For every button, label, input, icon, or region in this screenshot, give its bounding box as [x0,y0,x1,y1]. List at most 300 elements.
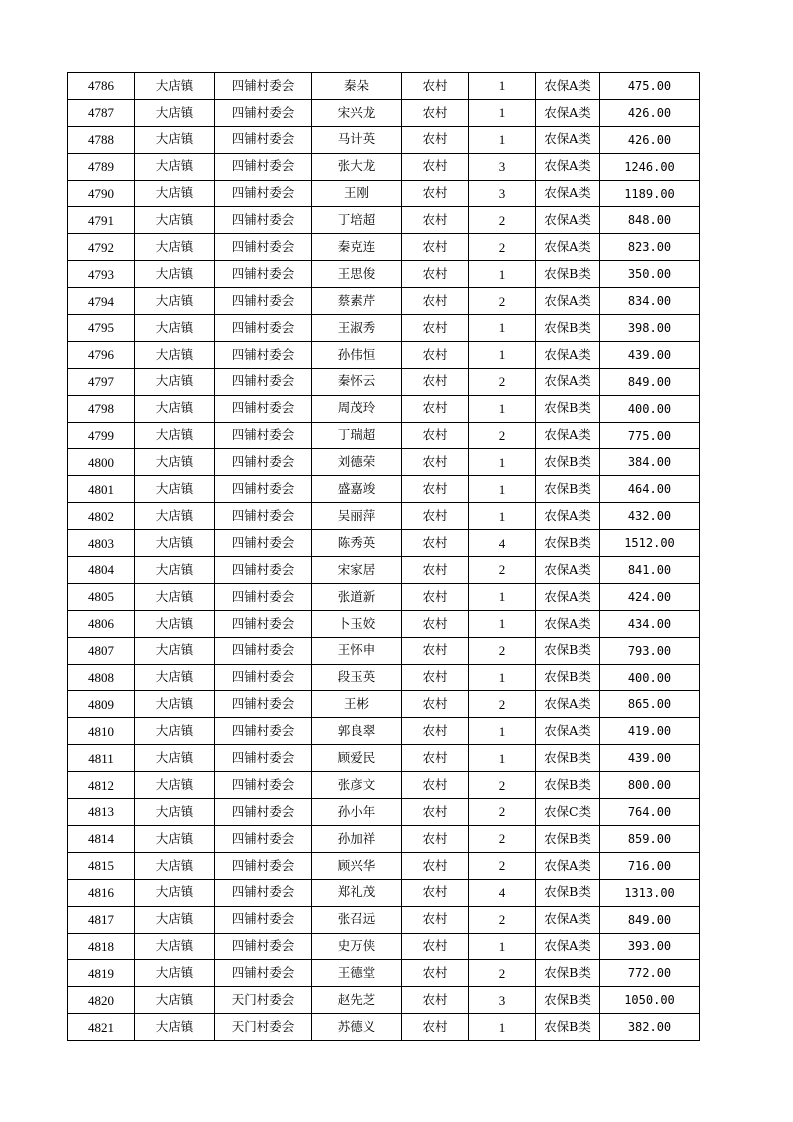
village-committee-cell: 四铺村委会 [215,315,312,342]
table-body [68,73,700,1041]
serial-number-cell: 4798 [68,395,135,422]
village-committee-cell: 四铺村委会 [215,126,312,153]
household-type-cell: 农村 [402,368,469,395]
household-type-cell: 农村 [402,987,469,1014]
member-count-cell: 2 [469,368,536,395]
serial-number-cell: 4788 [68,126,135,153]
name-cell: 孙伟恒 [312,341,402,368]
household-type-cell: 农村 [402,261,469,288]
table-row [68,772,700,799]
table-row [68,126,700,153]
category-cell: 农保B类 [536,960,600,987]
town-cell: 大店镇 [135,933,215,960]
category-cell: 农保A类 [536,288,600,315]
category-cell: 农保B类 [536,637,600,664]
village-committee-cell: 四铺村委会 [215,234,312,261]
town-cell: 大店镇 [135,99,215,126]
table-row [68,180,700,207]
member-count-cell: 1 [469,745,536,772]
household-type-cell: 农村 [402,772,469,799]
serial-number-cell: 4809 [68,691,135,718]
category-cell: 农保B类 [536,449,600,476]
amount-cell: 475.00 [600,73,700,100]
member-count-cell: 4 [469,879,536,906]
serial-number-cell: 4792 [68,234,135,261]
serial-number-cell: 4799 [68,422,135,449]
name-cell: 马计英 [312,126,402,153]
name-cell: 史万侠 [312,933,402,960]
member-count-cell: 2 [469,852,536,879]
village-committee-cell: 四铺村委会 [215,557,312,584]
table-row [68,153,700,180]
town-cell: 大店镇 [135,207,215,234]
town-cell: 大店镇 [135,395,215,422]
amount-cell: 464.00 [600,476,700,503]
category-cell: 农保B类 [536,879,600,906]
serial-number-cell: 4797 [68,368,135,395]
village-committee-cell: 四铺村委会 [215,879,312,906]
village-committee-cell: 四铺村委会 [215,476,312,503]
amount-cell: 419.00 [600,718,700,745]
household-type-cell: 农村 [402,879,469,906]
household-type-cell: 农村 [402,395,469,422]
town-cell: 大店镇 [135,315,215,342]
town-cell: 大店镇 [135,261,215,288]
village-committee-cell: 四铺村委会 [215,960,312,987]
serial-number-cell: 4808 [68,664,135,691]
town-cell: 大店镇 [135,153,215,180]
table-row [68,691,700,718]
serial-number-cell: 4791 [68,207,135,234]
member-count-cell: 2 [469,422,536,449]
table-row [68,288,700,315]
serial-number-cell: 4804 [68,557,135,584]
household-type-cell: 农村 [402,99,469,126]
serial-number-cell: 4805 [68,583,135,610]
serial-number-cell: 4800 [68,449,135,476]
household-type-cell: 农村 [402,503,469,530]
serial-number-cell: 4819 [68,960,135,987]
table-row [68,341,700,368]
serial-number-cell: 4803 [68,530,135,557]
amount-cell: 1246.00 [600,153,700,180]
household-type-cell: 农村 [402,1014,469,1041]
category-cell: 农保B类 [536,530,600,557]
amount-cell: 350.00 [600,261,700,288]
town-cell: 大店镇 [135,126,215,153]
name-cell: 赵先芝 [312,987,402,1014]
member-count-cell: 1 [469,449,536,476]
category-cell: 农保C类 [536,799,600,826]
category-cell: 农保A类 [536,99,600,126]
table-row [68,234,700,261]
amount-cell: 772.00 [600,960,700,987]
member-count-cell: 2 [469,906,536,933]
town-cell: 大店镇 [135,852,215,879]
category-cell: 农保B类 [536,261,600,288]
household-type-cell: 农村 [402,234,469,261]
household-type-cell: 农村 [402,745,469,772]
town-cell: 大店镇 [135,180,215,207]
serial-number-cell: 4812 [68,772,135,799]
town-cell: 大店镇 [135,368,215,395]
member-count-cell: 1 [469,73,536,100]
category-cell: 农保A类 [536,852,600,879]
village-committee-cell: 天门村委会 [215,1014,312,1041]
village-committee-cell: 四铺村委会 [215,530,312,557]
table-row [68,207,700,234]
household-type-cell: 农村 [402,799,469,826]
household-type-cell: 农村 [402,288,469,315]
name-cell: 蔡素芹 [312,288,402,315]
serial-number-cell: 4795 [68,315,135,342]
household-type-cell: 农村 [402,73,469,100]
table-row [68,799,700,826]
category-cell: 农保A类 [536,180,600,207]
amount-cell: 764.00 [600,799,700,826]
serial-number-cell: 4802 [68,503,135,530]
serial-number-cell: 4801 [68,476,135,503]
table-row [68,1014,700,1041]
category-cell: 农保A类 [536,557,600,584]
town-cell: 大店镇 [135,234,215,261]
relief-roster-table [67,72,700,1041]
member-count-cell: 3 [469,153,536,180]
village-committee-cell: 四铺村委会 [215,180,312,207]
name-cell: 顾爱民 [312,745,402,772]
household-type-cell: 农村 [402,315,469,342]
table-row [68,933,700,960]
name-cell: 陈秀英 [312,530,402,557]
household-type-cell: 农村 [402,530,469,557]
household-type-cell: 农村 [402,825,469,852]
amount-cell: 849.00 [600,368,700,395]
category-cell: 农保B类 [536,315,600,342]
name-cell: 宋家居 [312,557,402,584]
amount-cell: 426.00 [600,126,700,153]
town-cell: 大店镇 [135,799,215,826]
table-row [68,261,700,288]
village-committee-cell: 四铺村委会 [215,207,312,234]
town-cell: 大店镇 [135,341,215,368]
name-cell: 刘德荣 [312,449,402,476]
town-cell: 大店镇 [135,73,215,100]
name-cell: 张大龙 [312,153,402,180]
household-type-cell: 农村 [402,583,469,610]
category-cell: 农保B类 [536,476,600,503]
category-cell: 农保B类 [536,772,600,799]
category-cell: 农保A类 [536,933,600,960]
category-cell: 农保A类 [536,610,600,637]
village-committee-cell: 四铺村委会 [215,610,312,637]
category-cell: 农保A类 [536,73,600,100]
member-count-cell: 2 [469,825,536,852]
member-count-cell: 1 [469,261,536,288]
member-count-cell: 2 [469,772,536,799]
name-cell: 王淑秀 [312,315,402,342]
town-cell: 大店镇 [135,879,215,906]
name-cell: 张召远 [312,906,402,933]
member-count-cell: 2 [469,557,536,584]
village-committee-cell: 天门村委会 [215,987,312,1014]
category-cell: 农保A类 [536,126,600,153]
name-cell: 丁瑞超 [312,422,402,449]
household-type-cell: 农村 [402,933,469,960]
town-cell: 大店镇 [135,664,215,691]
household-type-cell: 农村 [402,906,469,933]
member-count-cell: 1 [469,99,536,126]
name-cell: 郭良翠 [312,718,402,745]
village-committee-cell: 四铺村委会 [215,745,312,772]
category-cell: 农保A类 [536,234,600,261]
village-committee-cell: 四铺村委会 [215,852,312,879]
amount-cell: 849.00 [600,906,700,933]
name-cell: 丁培超 [312,207,402,234]
serial-number-cell: 4810 [68,718,135,745]
village-committee-cell: 四铺村委会 [215,99,312,126]
member-count-cell: 1 [469,664,536,691]
name-cell: 盛嘉竣 [312,476,402,503]
village-committee-cell: 四铺村委会 [215,153,312,180]
household-type-cell: 农村 [402,691,469,718]
amount-cell: 859.00 [600,825,700,852]
village-committee-cell: 四铺村委会 [215,906,312,933]
town-cell: 大店镇 [135,691,215,718]
amount-cell: 439.00 [600,745,700,772]
member-count-cell: 1 [469,476,536,503]
serial-number-cell: 4789 [68,153,135,180]
town-cell: 大店镇 [135,288,215,315]
table-row [68,852,700,879]
amount-cell: 841.00 [600,557,700,584]
village-committee-cell: 四铺村委会 [215,718,312,745]
category-cell: 农保A类 [536,691,600,718]
name-cell: 孙小年 [312,799,402,826]
name-cell: 王思俊 [312,261,402,288]
table-row [68,906,700,933]
table-row [68,664,700,691]
amount-cell: 439.00 [600,341,700,368]
name-cell: 周茂玲 [312,395,402,422]
amount-cell: 834.00 [600,288,700,315]
member-count-cell: 4 [469,530,536,557]
serial-number-cell: 4806 [68,610,135,637]
village-committee-cell: 四铺村委会 [215,772,312,799]
household-type-cell: 农村 [402,422,469,449]
table-row [68,583,700,610]
member-count-cell: 1 [469,126,536,153]
town-cell: 大店镇 [135,718,215,745]
category-cell: 农保A类 [536,422,600,449]
member-count-cell: 2 [469,207,536,234]
amount-cell: 424.00 [600,583,700,610]
category-cell: 农保B类 [536,745,600,772]
category-cell: 农保A类 [536,368,600,395]
table-row [68,73,700,100]
amount-cell: 865.00 [600,691,700,718]
town-cell: 大店镇 [135,557,215,584]
town-cell: 大店镇 [135,745,215,772]
amount-cell: 1512.00 [600,530,700,557]
serial-number-cell: 4790 [68,180,135,207]
name-cell: 秦朵 [312,73,402,100]
member-count-cell: 2 [469,234,536,261]
member-count-cell: 1 [469,583,536,610]
member-count-cell: 3 [469,987,536,1014]
amount-cell: 823.00 [600,234,700,261]
household-type-cell: 农村 [402,153,469,180]
serial-number-cell: 4811 [68,745,135,772]
name-cell: 王德堂 [312,960,402,987]
serial-number-cell: 4820 [68,987,135,1014]
table-row [68,637,700,664]
village-committee-cell: 四铺村委会 [215,664,312,691]
category-cell: 农保A类 [536,503,600,530]
serial-number-cell: 4796 [68,341,135,368]
serial-number-cell: 4817 [68,906,135,933]
serial-number-cell: 4818 [68,933,135,960]
table-row [68,718,700,745]
serial-number-cell: 4807 [68,637,135,664]
table-row [68,745,700,772]
member-count-cell: 1 [469,503,536,530]
amount-cell: 426.00 [600,99,700,126]
category-cell: 农保B类 [536,825,600,852]
amount-cell: 384.00 [600,449,700,476]
village-committee-cell: 四铺村委会 [215,825,312,852]
amount-cell: 400.00 [600,664,700,691]
name-cell: 王刚 [312,180,402,207]
name-cell: 王怀申 [312,637,402,664]
household-type-cell: 农村 [402,610,469,637]
household-type-cell: 农村 [402,960,469,987]
amount-cell: 400.00 [600,395,700,422]
town-cell: 大店镇 [135,530,215,557]
member-count-cell: 2 [469,637,536,664]
household-type-cell: 农村 [402,449,469,476]
household-type-cell: 农村 [402,180,469,207]
amount-cell: 398.00 [600,315,700,342]
amount-cell: 1189.00 [600,180,700,207]
village-committee-cell: 四铺村委会 [215,261,312,288]
table-row [68,315,700,342]
table-row [68,422,700,449]
category-cell: 农保A类 [536,207,600,234]
category-cell: 农保A类 [536,583,600,610]
member-count-cell: 1 [469,610,536,637]
town-cell: 大店镇 [135,503,215,530]
amount-cell: 1050.00 [600,987,700,1014]
member-count-cell: 1 [469,341,536,368]
member-count-cell: 2 [469,799,536,826]
serial-number-cell: 4815 [68,852,135,879]
amount-cell: 382.00 [600,1014,700,1041]
category-cell: 农保A类 [536,718,600,745]
town-cell: 大店镇 [135,1014,215,1041]
household-type-cell: 农村 [402,207,469,234]
village-committee-cell: 四铺村委会 [215,341,312,368]
town-cell: 大店镇 [135,772,215,799]
amount-cell: 434.00 [600,610,700,637]
household-type-cell: 农村 [402,557,469,584]
member-count-cell: 1 [469,933,536,960]
member-count-cell: 1 [469,315,536,342]
name-cell: 郑礼茂 [312,879,402,906]
town-cell: 大店镇 [135,960,215,987]
amount-cell: 800.00 [600,772,700,799]
serial-number-cell: 4813 [68,799,135,826]
town-cell: 大店镇 [135,987,215,1014]
household-type-cell: 农村 [402,637,469,664]
household-type-cell: 农村 [402,476,469,503]
town-cell: 大店镇 [135,422,215,449]
village-committee-cell: 四铺村委会 [215,449,312,476]
member-count-cell: 2 [469,960,536,987]
name-cell: 卜玉姣 [312,610,402,637]
town-cell: 大店镇 [135,906,215,933]
table-row [68,395,700,422]
town-cell: 大店镇 [135,610,215,637]
category-cell: 农保A类 [536,906,600,933]
table-row [68,99,700,126]
amount-cell: 775.00 [600,422,700,449]
member-count-cell: 2 [469,691,536,718]
town-cell: 大店镇 [135,583,215,610]
member-count-cell: 2 [469,288,536,315]
household-type-cell: 农村 [402,341,469,368]
serial-number-cell: 4794 [68,288,135,315]
household-type-cell: 农村 [402,126,469,153]
town-cell: 大店镇 [135,825,215,852]
table-row [68,610,700,637]
serial-number-cell: 4814 [68,825,135,852]
amount-cell: 716.00 [600,852,700,879]
name-cell: 吴丽萍 [312,503,402,530]
serial-number-cell: 4816 [68,879,135,906]
village-committee-cell: 四铺村委会 [215,288,312,315]
category-cell: 农保B类 [536,1014,600,1041]
serial-number-cell: 4786 [68,73,135,100]
table-row [68,449,700,476]
serial-number-cell: 4821 [68,1014,135,1041]
name-cell: 秦怀云 [312,368,402,395]
table-row [68,825,700,852]
village-committee-cell: 四铺村委会 [215,583,312,610]
village-committee-cell: 四铺村委会 [215,503,312,530]
member-count-cell: 1 [469,395,536,422]
amount-cell: 393.00 [600,933,700,960]
amount-cell: 1313.00 [600,879,700,906]
serial-number-cell: 4793 [68,261,135,288]
table-row [68,960,700,987]
household-type-cell: 农村 [402,718,469,745]
name-cell: 顾兴华 [312,852,402,879]
category-cell: 农保A类 [536,153,600,180]
amount-cell: 848.00 [600,207,700,234]
serial-number-cell: 4787 [68,99,135,126]
village-committee-cell: 四铺村委会 [215,73,312,100]
name-cell: 段玉英 [312,664,402,691]
amount-cell: 793.00 [600,637,700,664]
table-row [68,368,700,395]
name-cell: 张彦文 [312,772,402,799]
amount-cell: 432.00 [600,503,700,530]
name-cell: 秦克连 [312,234,402,261]
village-committee-cell: 四铺村委会 [215,422,312,449]
category-cell: 农保B类 [536,987,600,1014]
table-row [68,476,700,503]
name-cell: 宋兴龙 [312,99,402,126]
